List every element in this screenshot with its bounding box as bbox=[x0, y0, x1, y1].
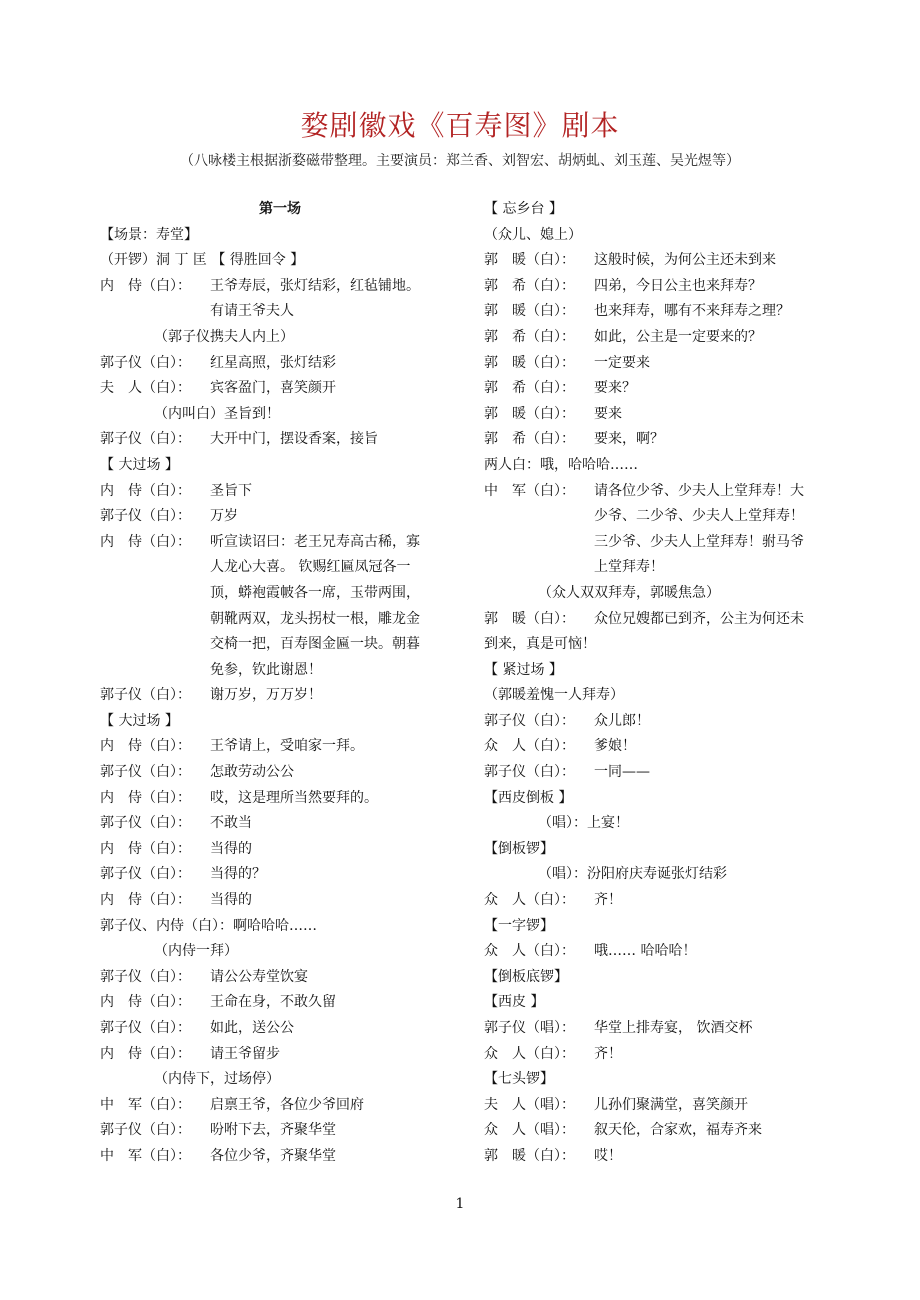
dialogue-line bbox=[100, 760, 460, 786]
dialogue-line bbox=[484, 1016, 844, 1042]
dialogue-line bbox=[100, 811, 460, 837]
dialogue-line bbox=[100, 888, 460, 914]
dialogue-text: 哎！ bbox=[594, 1147, 622, 1164]
speaker-label: 中 军（白）： bbox=[484, 482, 575, 499]
script-line: 郭子仪、内侍（白）：啊哈哈哈…… bbox=[100, 917, 317, 934]
speaker-label: 内 侍（白）： bbox=[100, 840, 191, 857]
speaker-label: 内 侍（白）： bbox=[100, 789, 191, 806]
dialogue-text: 也来拜寿，哪有不来拜寿之理？ bbox=[594, 303, 790, 320]
dialogue-text: 谢万岁，万万岁！ bbox=[210, 687, 322, 704]
dialogue-text: 王爷请上，受咱家一拜。 bbox=[210, 738, 364, 755]
script-line: 【倒板锣】 bbox=[484, 840, 554, 857]
speaker-label: 郭子仪（白）： bbox=[100, 431, 191, 448]
speaker-label: 中 军（白）： bbox=[100, 1147, 191, 1164]
script-line: 两人白：哦，哈哈哈…… bbox=[484, 456, 638, 473]
stage-direction: （唱）：汾阳府庆寿诞张灯结彩 bbox=[538, 866, 727, 883]
dialogue-text: 如此，公主是一定要来的？ bbox=[594, 328, 762, 345]
dialogue-text: 大开中门，摆设香案，接旨 bbox=[210, 431, 378, 448]
dialogue-text: 吩咐下去，齐聚华堂 bbox=[210, 1122, 336, 1139]
script-line: （郭暖羞愧一人拜寿） bbox=[484, 687, 624, 704]
dialogue-line bbox=[100, 351, 460, 377]
script-line: 【 忘乡台 】 bbox=[484, 201, 563, 217]
dialogue-text: 爹娘！ bbox=[594, 738, 636, 755]
dialogue-line bbox=[100, 1093, 460, 1119]
dialogue-text: 四弟，今日公主也来拜寿？ bbox=[594, 277, 762, 294]
page-number: 1 bbox=[455, 1196, 465, 1212]
script-line: 【西皮倒板 】 bbox=[484, 789, 573, 806]
dialogue-continuation: 三少爷、少夫人上堂拜寿！驸马爷 bbox=[594, 533, 804, 550]
dialogue-text: 不敢当 bbox=[210, 815, 252, 832]
speaker-label: 郭 希（白）： bbox=[484, 277, 575, 294]
dialogue-text: 红星高照，张灯结彩 bbox=[210, 354, 336, 371]
dialogue-text: 宾客盈门，喜笑颜开 bbox=[210, 380, 336, 397]
dialogue-continuation: 少爷、二少爷、少夫人上堂拜寿！ bbox=[594, 508, 804, 525]
dialogue-line bbox=[484, 351, 844, 377]
dialogue-text: 王命在身，不敢久留 bbox=[210, 994, 336, 1011]
dialogue-text: 齐！ bbox=[594, 1045, 622, 1062]
speaker-label: 众 人（白）： bbox=[484, 943, 575, 960]
dialogue-continuation: 人龙心大喜。 钦赐红匾凤冠各一 bbox=[210, 559, 411, 576]
script-line: 【西皮 】 bbox=[484, 994, 545, 1011]
dialogue-line bbox=[100, 1118, 460, 1144]
stage-direction: （郭子仪携夫人内上） bbox=[154, 328, 294, 345]
right-column bbox=[484, 197, 844, 1170]
dialogue-text: 要来 bbox=[594, 405, 622, 422]
dialogue-line bbox=[484, 402, 844, 428]
dialogue-line bbox=[100, 479, 460, 505]
dialogue-text: 请各位少爷、少夫人上堂拜寿！大 bbox=[594, 482, 804, 499]
speaker-label: 内 侍（白）： bbox=[100, 482, 191, 499]
dialogue-line bbox=[484, 1118, 844, 1144]
speaker-label: 众 人（白）： bbox=[484, 892, 575, 909]
dialogue-line bbox=[100, 1144, 460, 1170]
speaker-label: 众 人（白）： bbox=[484, 738, 575, 755]
dialogue-text: 叙天伦，合家欢，福寿齐来 bbox=[594, 1122, 762, 1139]
stage-direction: （内叫白）圣旨到！ bbox=[154, 405, 280, 422]
document-title: 婺剧徽戏《百寿图》剧本 bbox=[300, 109, 620, 142]
dialogue-text: 一定要来 bbox=[594, 354, 650, 371]
speaker-label: 内 侍（白）： bbox=[100, 892, 191, 909]
dialogue-line bbox=[484, 1144, 844, 1170]
speaker-label: 夫 人（白）： bbox=[100, 380, 191, 397]
speaker-label: 郭子仪（白）： bbox=[100, 815, 191, 832]
dialogue-line bbox=[484, 299, 844, 325]
dialogue-text: 哎，这是理所当然要拜的。 bbox=[210, 789, 378, 806]
dialogue-line bbox=[484, 888, 844, 914]
stage-direction: （唱）：上宴！ bbox=[538, 815, 629, 832]
dialogue-continuation: 朝靴两双，龙头拐杖一根，雕龙金 bbox=[210, 610, 420, 627]
dialogue-line bbox=[484, 607, 844, 633]
dialogue-line bbox=[100, 786, 460, 812]
dialogue-line bbox=[100, 862, 460, 888]
dialogue-line bbox=[100, 376, 460, 402]
dialogue-text: 听宣读诏曰：老王兄寿高古稀，寡 bbox=[210, 533, 420, 550]
dialogue-text: 启禀王爷，各位少爷回府 bbox=[210, 1096, 364, 1113]
speaker-label: 众 人（唱）： bbox=[484, 1122, 575, 1139]
speaker-label: 郭 暖（白）： bbox=[484, 252, 575, 269]
dialogue-text: 一同—— bbox=[594, 764, 650, 781]
script-line: 【场景：寿堂】 bbox=[100, 226, 198, 243]
dialogue-continuation: 交椅一把，百寿图金匾一块。朝暮 bbox=[210, 636, 420, 653]
document-subtitle: （八咏楼主根据浙婺磁带整理。主要演员：郑兰香、刘智宏、胡炳虬、刘玉莲、吴光煜等） bbox=[180, 153, 740, 169]
dialogue-line bbox=[484, 376, 844, 402]
speaker-label: 郭 希（白）： bbox=[484, 328, 575, 345]
speaker-label: 夫 人（唱）： bbox=[484, 1096, 575, 1113]
dialogue-line bbox=[484, 709, 844, 735]
speaker-label: 内 侍（白）： bbox=[100, 738, 191, 755]
speaker-label: 郭 希（白）： bbox=[484, 431, 575, 448]
dialogue-line bbox=[100, 683, 460, 709]
dialogue-text: 当得的 bbox=[210, 840, 252, 857]
dialogue-text: 当得的？ bbox=[210, 866, 266, 883]
speaker-label: 郭子仪（白）： bbox=[484, 712, 575, 729]
dialogue-text: 王爷寿辰，张灯结彩，红毡铺地。 bbox=[210, 277, 420, 294]
speaker-label: 郭子仪（白）： bbox=[100, 1122, 191, 1139]
speaker-label: 众 人（白）： bbox=[484, 1045, 575, 1062]
dialogue-text: 圣旨下 bbox=[210, 482, 252, 499]
dialogue-text: 齐！ bbox=[594, 892, 622, 909]
dialogue-line bbox=[484, 939, 844, 965]
dialogue-line bbox=[484, 248, 844, 274]
speaker-label: 内 侍（白）： bbox=[100, 277, 191, 294]
dialogue-continuation: 免参，钦此谢恩！ bbox=[210, 661, 322, 678]
speaker-label: 郭 暖（白）： bbox=[484, 354, 575, 371]
script-line: 【 大过场 】 bbox=[100, 712, 179, 729]
speaker-label: 郭子仪（唱）： bbox=[484, 1020, 575, 1036]
speaker-label: 郭子仪（白）： bbox=[100, 354, 191, 371]
speaker-label: 郭子仪（白）： bbox=[100, 508, 191, 525]
dialogue-line bbox=[484, 760, 844, 786]
dialogue-continuation: 上堂拜寿！ bbox=[594, 559, 664, 576]
speaker-label: 郭子仪（白）： bbox=[100, 687, 191, 704]
script-line: 【一字锣】 bbox=[484, 917, 554, 934]
dialogue-line bbox=[100, 734, 460, 760]
left-column bbox=[100, 197, 460, 1170]
dialogue-line bbox=[100, 965, 460, 991]
dialogue-text: 万岁 bbox=[210, 508, 238, 525]
dialogue-continuation: 有请王爷夫人 bbox=[210, 303, 294, 320]
speaker-label: 郭 希（白）： bbox=[484, 380, 575, 397]
dialogue-text: 各位少爷，齐聚华堂 bbox=[210, 1147, 336, 1164]
stage-direction: （众人双双拜寿，郭暖焦急） bbox=[538, 584, 720, 601]
dialogue-line bbox=[484, 274, 844, 300]
speaker-label: 郭子仪（白）： bbox=[100, 764, 191, 781]
dialogue-text: 众位兄嫂都已到齐，公主为何还未 bbox=[594, 610, 804, 627]
dialogue-text: 请王爷留步 bbox=[210, 1045, 280, 1062]
dialogue-text: 众儿郎！ bbox=[594, 712, 650, 729]
dialogue-text: 当得的 bbox=[210, 892, 252, 909]
scene-heading: 第一场 bbox=[259, 201, 301, 217]
dialogue-text: 要来？ bbox=[594, 380, 636, 397]
script-line: 【 紧过场 】 bbox=[484, 661, 563, 678]
dialogue-line bbox=[100, 1042, 460, 1068]
script-line: 【倒板底锣】 bbox=[484, 968, 568, 985]
speaker-label: 郭 暖（白）： bbox=[484, 610, 575, 627]
dialogue-text: 请公公寿堂饮宴 bbox=[210, 968, 308, 985]
dialogue-line bbox=[484, 1042, 844, 1068]
speaker-label: 郭 暖（白）： bbox=[484, 1147, 575, 1164]
dialogue-text: 怎敢劳动公公 bbox=[210, 764, 294, 781]
dialogue-line bbox=[484, 1093, 844, 1119]
speaker-label: 郭子仪（白）： bbox=[100, 1020, 191, 1036]
dialogue-line bbox=[484, 325, 844, 351]
dialogue-line bbox=[100, 274, 460, 300]
dialogue-line bbox=[484, 734, 844, 760]
dialogue-line bbox=[100, 504, 460, 530]
speaker-label: 内 侍（白）： bbox=[100, 994, 191, 1011]
dialogue-text: 要来，啊？ bbox=[594, 431, 664, 448]
speaker-label: 郭子仪（白）： bbox=[484, 764, 575, 781]
speaker-label: 内 侍（白）： bbox=[100, 533, 191, 550]
script-line: （开锣）洞 丁 匡 【 得胜回令 】 bbox=[100, 252, 305, 269]
dialogue-line bbox=[100, 990, 460, 1016]
dialogue-line bbox=[100, 427, 460, 453]
script-line: 到来，真是可恼！ bbox=[484, 636, 596, 653]
speaker-label: 中 军（白）： bbox=[100, 1096, 191, 1113]
stage-direction: （内侍下，过场停） bbox=[154, 1071, 280, 1088]
script-line: （众儿、媳上） bbox=[484, 226, 582, 243]
dialogue-line bbox=[484, 427, 844, 453]
speaker-label: 内 侍（白）： bbox=[100, 1045, 191, 1062]
dialogue-line bbox=[100, 837, 460, 863]
speaker-label: 郭子仪（白）： bbox=[100, 968, 191, 985]
speaker-label: 郭 暖（白）： bbox=[484, 405, 575, 422]
script-line: 【七头锣】 bbox=[484, 1071, 554, 1088]
stage-direction: （内侍一拜） bbox=[154, 943, 238, 960]
dialogue-line bbox=[484, 479, 844, 505]
dialogue-text: 华堂上排寿宴， 饮酒交杯 bbox=[594, 1020, 753, 1036]
speaker-label: 郭 暖（白）： bbox=[484, 303, 575, 320]
dialogue-line bbox=[100, 1016, 460, 1042]
script-line: 【 大过场 】 bbox=[100, 456, 179, 473]
dialogue-line bbox=[100, 530, 460, 556]
dialogue-continuation: 顶，蟒袍霞帔各一席，玉带两围， bbox=[210, 584, 420, 601]
dialogue-text: 儿孙们聚满堂，喜笑颜开 bbox=[594, 1096, 748, 1113]
dialogue-text: 如此，送公公 bbox=[210, 1020, 294, 1036]
speaker-label: 郭子仪（白）： bbox=[100, 866, 191, 883]
dialogue-text: 这般时候，为何公主还未到来 bbox=[594, 252, 776, 269]
dialogue-text: 哦…… 哈哈哈！ bbox=[594, 943, 697, 960]
